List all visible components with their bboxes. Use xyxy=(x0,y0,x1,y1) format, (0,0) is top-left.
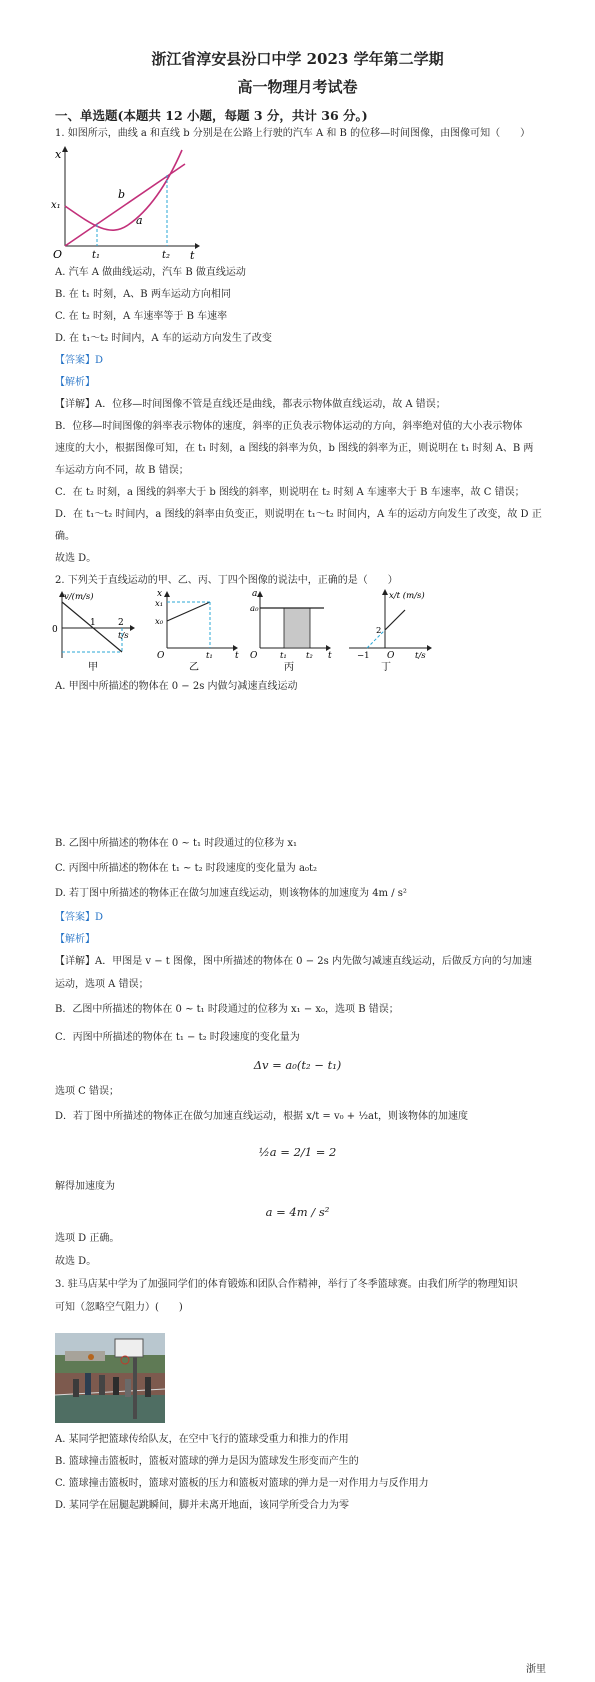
page-subtitle: 高一物理月考试卷 xyxy=(237,78,358,96)
q1-label-b: b xyxy=(118,188,126,201)
yi-ylabel: x xyxy=(157,589,163,599)
ding-caption: 丁 xyxy=(381,662,391,673)
ding-neg1: −1 xyxy=(357,651,370,661)
q2-analysis-label: 【解析】 xyxy=(55,934,95,945)
yi-caption: 乙 xyxy=(189,662,199,673)
yi-x1: x₁ xyxy=(155,599,164,609)
q1-detail-line: C．在 t₂ 时刻，a 图线的斜率大于 b 图线的斜率，则说明在 t₂ 时刻 A 车速率大于 B 车速率，故 C 错误； xyxy=(55,487,525,498)
q2-equation-2: ½a = 2/1 = 2 xyxy=(258,1145,337,1159)
q2-detail-line: B．乙图中所描述的物体在 0 ~ t₁ 时段通过的位移为 x₁ − x₀，选项 B 错误； xyxy=(55,1004,399,1015)
q3-option-b: B. 篮球撞击篮板时，篮板对篮球的弹力是因为篮球发生形变而产生的 xyxy=(55,1456,359,1467)
jia-origin: 0 xyxy=(52,625,58,635)
q3-option-d: D. 某同学在屈腿起跳瞬间，脚并未离开地面，该同学所受合力为零 xyxy=(55,1500,350,1511)
q1-answer: 【答案】D xyxy=(55,355,104,366)
q2-option-b: B. 乙图中所描述的物体在 0 ~ t₁ 时段通过的位移为 x₁ xyxy=(55,838,298,849)
q2-detail-line: D．若丁图中所描述的物体正在做匀加速直线运动，根据 x/t = v₀ + ½at，则该物体的加速度 xyxy=(55,1111,469,1122)
jia-xlabel: t/s xyxy=(118,631,129,641)
q1-x-label: x xyxy=(55,148,62,161)
yi-xlabel: t xyxy=(235,651,239,661)
bing-origin: O xyxy=(250,651,258,661)
q2-graph-jia xyxy=(52,588,144,674)
q2-stem: 2. 下列关于直线运动的甲、乙、丙、丁四个图像的说法中，正确的是（ ） xyxy=(55,575,398,586)
q1-option-a: A. 汽车 A 做曲线运动，汽车 B 做直线运动 xyxy=(55,267,246,278)
q1-graph xyxy=(50,142,200,260)
bing-caption: 丙 xyxy=(284,662,294,673)
q1-stem: 1. 如图所示，曲线 a 和直线 b 分别是在公路上行驶的汽车 A 和 B 的位移—时间图像，由图像可知（ ） xyxy=(55,128,531,139)
q1-detail-line: 速度的大小，根据图像可知，在 t₁ 时刻，a 图线的斜率为负，b 图线的斜率为正，则说明在 t₁ 时刻 A、B 两 xyxy=(55,443,534,454)
q2-option-a: A. 甲图中所描述的物体在 0 − 2s 内做匀减速直线运动 xyxy=(55,681,298,692)
q2-detail-line: 解得加速度为 xyxy=(55,1181,115,1192)
jia-tick1: 1 xyxy=(90,618,96,628)
q2-detail-line: 选项 C 错误； xyxy=(55,1086,120,1097)
q1-t1: t₁ xyxy=(92,250,101,260)
q1-detail-line: D．在 t₁～t₂ 时间内，a 图线的斜率由负变正，则说明在 t₁～t₂ 时间内，A 车的运动方向发生了改变，故 D 正 xyxy=(55,509,542,520)
footer-text: 浙里 xyxy=(526,1664,546,1675)
bing-a0: a₀ xyxy=(250,604,259,614)
page-title: 浙江省淳安县汾口中学 2023 学年第二学期 xyxy=(151,50,444,68)
q3-stem: 3. 驻马店某中学为了加强同学们的体育锻炼和团队合作精神，举行了冬季篮球赛。由我们所学的物理知识 xyxy=(55,1279,518,1290)
q2-graph-ding xyxy=(345,586,437,674)
q2-option-c: C. 丙图中所描述的物体在 t₁ ~ t₂ 时段速度的变化量为 a₀t₂ xyxy=(55,863,317,874)
q3-option-a: A. 某同学把篮球传给队友，在空中飞行的篮球受重力和推力的作用 xyxy=(55,1434,349,1445)
q1-x1: x₁ xyxy=(51,200,61,211)
bing-t1: t₁ xyxy=(280,651,287,661)
section-heading: 一、单选题(本题共 12 小题，每题 3 分，共计 36 分。) xyxy=(55,108,368,123)
q2-detail-line: 故选 D。 xyxy=(55,1256,97,1267)
q1-label-a: a xyxy=(136,214,143,227)
q2-detail-line: 运动，选项 A 错误； xyxy=(55,979,149,990)
bing-shaded-area xyxy=(284,608,310,648)
q2-graph-bing xyxy=(250,588,340,674)
q2-detail-line: 【详解】A．甲图是 v − t 图像，图中所描述的物体在 0 − 2s 内先做匀减速直线运动，后做反方向的匀加速 xyxy=(55,956,532,967)
bing-t2: t₂ xyxy=(306,651,313,661)
q1-detail-line: 故选 D。 xyxy=(55,553,97,564)
ding-v2: 2 xyxy=(376,626,382,636)
yi-origin: O xyxy=(157,651,165,661)
ding-origin: O xyxy=(387,651,395,661)
ding-ylabel: x/t (m/s) xyxy=(389,591,425,601)
q1-detail-line: 车运动方向不同，故 B 错误； xyxy=(55,465,189,476)
q1-option-c: C. 在 t₂ 时刻，A 车速率等于 B 车速率 xyxy=(55,311,228,322)
q2-detail-line: 选项 D 正确。 xyxy=(55,1233,120,1244)
q1-t2: t₂ xyxy=(162,250,171,260)
q3-option-c: C. 篮球撞击篮板时，篮球对篮板的压力和篮板对篮球的弹力是一对作用力与反作用力 xyxy=(55,1478,429,1489)
q1-origin: O xyxy=(53,248,63,260)
q2-detail-line: C．丙图中所描述的物体在 t₁ − t₂ 时段速度的变化量为 xyxy=(55,1032,300,1043)
q2-option-d: D. 若丁图中所描述的物体正在做匀加速直线运动，则该物体的加速度为 4m / s² xyxy=(55,888,407,899)
q1-detail-line: 【详解】A．位移—时间图像不管是直线还是曲线，都表示物体做直线运动，故 A 错误； xyxy=(55,399,446,410)
jia-ylabel: v/(m/s) xyxy=(64,592,94,602)
q1-option-d: D. 在 t₁～t₂ 时间内，A 车的运动方向发生了改变 xyxy=(55,333,272,344)
q3-stem: 可知（忽略空气阻力）( ) xyxy=(55,1302,183,1313)
yi-x0: x₀ xyxy=(155,617,164,627)
q2-equation-3: a = 4m / s² xyxy=(265,1205,330,1219)
bing-xlabel: t xyxy=(328,651,332,661)
q2-answer: 【答案】D xyxy=(55,912,104,923)
basketball-photo xyxy=(55,1333,165,1423)
yi-t1: t₁ xyxy=(206,651,213,661)
ding-xlabel: t/s xyxy=(415,651,426,661)
q1-option-b: B. 在 t₁ 时刻，A、B 两车运动方向相同 xyxy=(55,289,231,300)
jia-tick2: 2 xyxy=(118,618,124,628)
q2-graph-yi xyxy=(155,588,245,674)
jia-caption: 甲 xyxy=(88,662,98,673)
q1-detail-line: 确。 xyxy=(55,531,75,542)
q1-analysis-label: 【解析】 xyxy=(55,377,95,388)
q1-detail-line: B．位移—时间图像的斜率表示物体的速度，斜率的正负表示物体运动的方向，斜率绝对值的大小表示物体 xyxy=(55,421,523,432)
q2-equation-1: Δv = a₀(t₂ − t₁) xyxy=(253,1058,342,1072)
bing-ylabel: a xyxy=(252,589,258,599)
q1-t-label: t xyxy=(190,249,195,260)
